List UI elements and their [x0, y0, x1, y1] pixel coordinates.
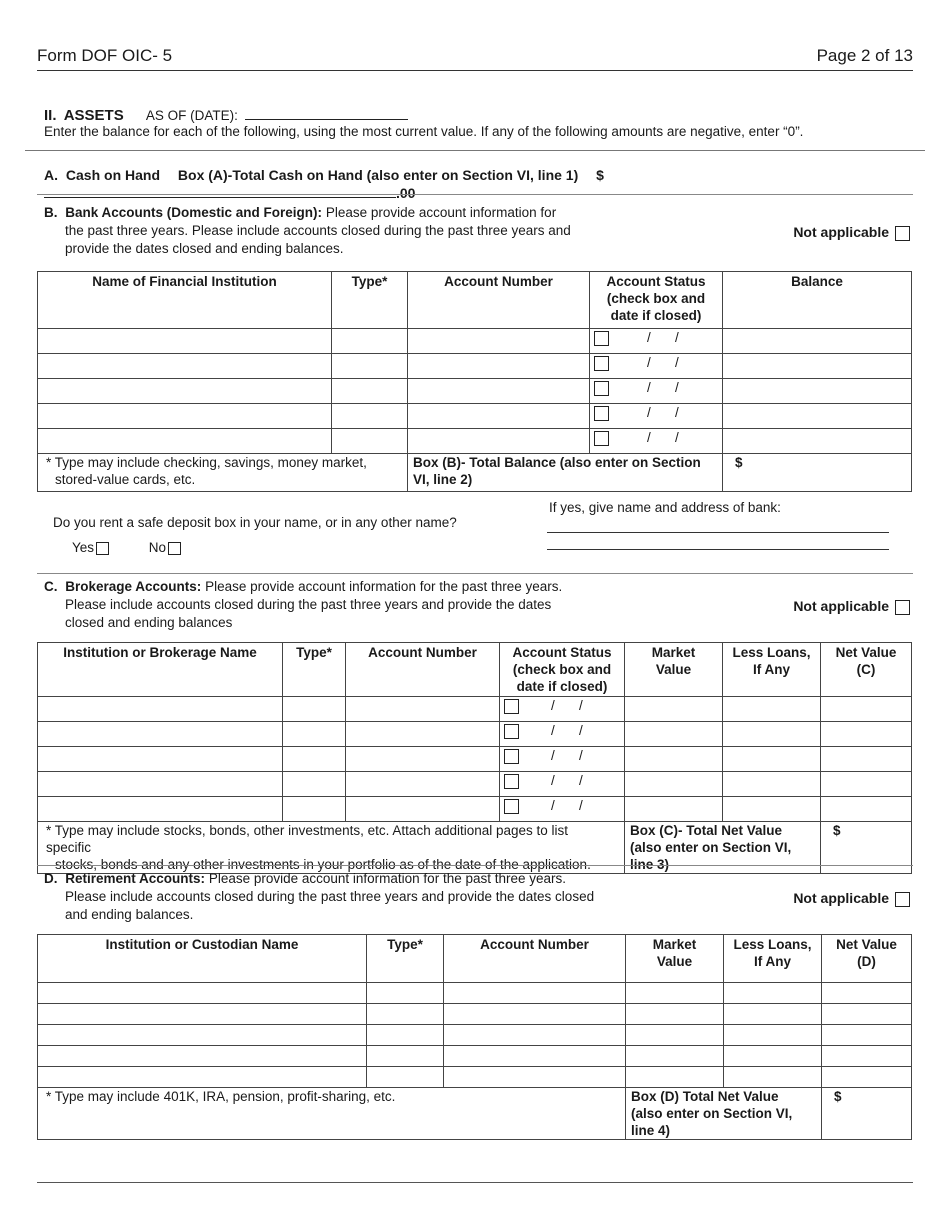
- retirement-name-cell[interactable]: [38, 1004, 367, 1025]
- retirement-loans-cell[interactable]: [724, 1067, 822, 1088]
- brokerage-col-account: Account Number: [346, 643, 500, 697]
- bank-col-balance: Balance: [723, 272, 912, 329]
- table-row: [38, 797, 912, 822]
- date-sep: /: [579, 748, 583, 763]
- retirement-market-cell[interactable]: [626, 1067, 724, 1088]
- brokerage-col-market: Market Value: [625, 643, 723, 697]
- retirement-net-cell[interactable]: [822, 1004, 912, 1025]
- section-d-na-checkbox[interactable]: [895, 892, 910, 907]
- brokerage-account-cell[interactable]: [346, 797, 500, 822]
- box-b-currency: $: [735, 455, 743, 470]
- section-c-divider: [37, 865, 913, 866]
- date-sep: /: [647, 330, 651, 345]
- date-sep: /: [579, 698, 583, 713]
- safe-deposit-yes-label: Yes: [72, 540, 95, 555]
- section-b-line3: provide the dates closed and ending balances.: [65, 241, 344, 256]
- retirement-market-cell[interactable]: [626, 1004, 724, 1025]
- retirement-account-cell[interactable]: [444, 1004, 626, 1025]
- form-id: Form DOF OIC- 5: [37, 46, 173, 65]
- bank-footnote-line2: stored-value cards, etc.: [55, 472, 196, 487]
- retirement-type-cell[interactable]: [367, 1025, 444, 1046]
- section-c-title: Brokerage Accounts:: [65, 579, 202, 594]
- retirement-type-cell[interactable]: [367, 1067, 444, 1088]
- table-row: [38, 329, 912, 354]
- retirement-net-cell[interactable]: [822, 1046, 912, 1067]
- as-of-date-label: AS OF (DATE):: [145, 108, 238, 123]
- bank-col-type: Type*: [332, 272, 408, 329]
- brokerage-name-cell[interactable]: [38, 722, 283, 747]
- bank-name-cell[interactable]: [38, 329, 332, 354]
- brokerage-loans-cell[interactable]: [723, 697, 821, 722]
- section-c-intro: [44, 578, 562, 632]
- brokerage-col-type: Type*: [283, 643, 346, 697]
- retirement-col-name: Institution or Custodian Name: [38, 935, 367, 983]
- retirement-loans-cell[interactable]: [724, 1046, 822, 1067]
- brokerage-status-cell: [500, 747, 625, 772]
- bank-account-cell[interactable]: [408, 329, 590, 354]
- bank-accounts-table: [37, 271, 912, 492]
- bank-type-cell[interactable]: [332, 354, 408, 379]
- brokerage-net-cell[interactable]: [821, 772, 912, 797]
- retirement-name-cell[interactable]: [38, 983, 367, 1004]
- brokerage-market-cell[interactable]: [625, 747, 723, 772]
- section-ii-divider: [25, 150, 925, 151]
- section-d-title: Retirement Accounts:: [65, 871, 206, 886]
- bank-balance-cell[interactable]: [723, 404, 912, 429]
- bank-name-cell[interactable]: [38, 404, 332, 429]
- section-d-letter: D.: [44, 871, 58, 886]
- date-sep: /: [551, 698, 555, 713]
- brokerage-col-net: Net Value (C): [821, 643, 912, 697]
- brokerage-name-cell[interactable]: [38, 747, 283, 772]
- brokerage-name-cell[interactable]: [38, 697, 283, 722]
- as-of-date-field[interactable]: [245, 105, 408, 120]
- brokerage-account-cell[interactable]: [346, 772, 500, 797]
- table-row: [38, 747, 912, 772]
- retirement-market-cell[interactable]: [626, 1046, 724, 1067]
- brokerage-account-cell[interactable]: [346, 722, 500, 747]
- brokerage-status-checkbox[interactable]: [504, 774, 519, 789]
- safe-deposit-no-label: No: [148, 540, 167, 555]
- section-b-title: Bank Accounts (Domestic and Foreign):: [65, 205, 323, 220]
- bank-name-prompt: If yes, give name and address of bank:: [549, 500, 781, 515]
- section-ii-title: ASSETS: [63, 107, 124, 124]
- table-row: [38, 429, 912, 454]
- section-c-line3: closed and ending balances: [65, 615, 233, 630]
- brokerage-account-cell[interactable]: [346, 697, 500, 722]
- bank-status-cell: [590, 429, 723, 454]
- bank-status-checkbox[interactable]: [594, 406, 609, 421]
- date-sep: /: [675, 405, 679, 420]
- retirement-footer-row: [38, 1088, 912, 1140]
- brokerage-status-checkbox[interactable]: [504, 799, 519, 814]
- section-ii-instructions: Enter the balance for each of the following, using the most current value. If any of the following amounts are negative, enter “0”.: [44, 124, 804, 139]
- retirement-account-cell[interactable]: [444, 1046, 626, 1067]
- section-b-letter: B.: [44, 205, 58, 220]
- date-sep: /: [551, 773, 555, 788]
- brokerage-footnote-line1: * Type may include stocks, bonds, other investments, etc. Attach additional pages to list specific: [46, 823, 569, 855]
- retirement-name-cell[interactable]: [38, 1067, 367, 1088]
- brokerage-name-cell[interactable]: [38, 797, 283, 822]
- box-d-total-field[interactable]: [822, 1088, 912, 1140]
- brokerage-col-loans: Less Loans, If Any: [723, 643, 821, 697]
- bank-footnote-line1: * Type may include checking, savings, money market,: [46, 455, 367, 470]
- brokerage-net-cell[interactable]: [821, 722, 912, 747]
- brokerage-col-name: Institution or Brokerage Name: [38, 643, 283, 697]
- table-row: [38, 1046, 912, 1067]
- box-a-currency: $: [596, 167, 604, 183]
- brokerage-footnote-line2: stocks, bonds and any other investments in your portfolio as of the date of the application.: [55, 857, 591, 872]
- bank-name-cell[interactable]: [38, 429, 332, 454]
- retirement-net-cell[interactable]: [822, 1067, 912, 1088]
- retirement-col-type: Type*: [367, 935, 444, 983]
- retirement-market-cell[interactable]: [626, 1025, 724, 1046]
- table-row: [38, 354, 912, 379]
- bank-status-cell: [590, 354, 723, 379]
- section-d-line2: Please include accounts closed during the past three years and provide the dates closed: [65, 889, 595, 904]
- bank-status-checkbox[interactable]: [594, 356, 609, 371]
- bank-account-cell[interactable]: [408, 379, 590, 404]
- table-row: [38, 1025, 912, 1046]
- retirement-name-cell[interactable]: [38, 1046, 367, 1067]
- section-ii-heading: [44, 105, 408, 124]
- brokerage-net-cell[interactable]: [821, 747, 912, 772]
- retirement-account-cell[interactable]: [444, 1067, 626, 1088]
- table-row: [38, 983, 912, 1004]
- retirement-name-cell[interactable]: [38, 1025, 367, 1046]
- section-b-na-label: Not applicable: [793, 224, 889, 240]
- box-b-total-field[interactable]: [723, 454, 912, 492]
- bank-name-cell[interactable]: [38, 354, 332, 379]
- brokerage-type-cell[interactable]: [283, 772, 346, 797]
- brokerage-type-cell[interactable]: [283, 697, 346, 722]
- retirement-col-account: Account Number: [444, 935, 626, 983]
- date-sep: /: [675, 355, 679, 370]
- brokerage-net-cell[interactable]: [821, 797, 912, 822]
- bank-col-status: Account Status (check box and date if closed): [590, 272, 723, 329]
- retirement-loans-cell[interactable]: [724, 983, 822, 1004]
- brokerage-name-cell[interactable]: [38, 772, 283, 797]
- box-a-label: Box (A)-Total Cash on Hand (also enter on Section VI, line 1): [177, 167, 579, 183]
- bank-status-checkbox[interactable]: [594, 381, 609, 396]
- bank-balance-cell[interactable]: [723, 329, 912, 354]
- date-sep: /: [647, 405, 651, 420]
- retirement-type-cell[interactable]: [367, 1004, 444, 1025]
- brokerage-market-cell[interactable]: [625, 797, 723, 822]
- section-b-intro: [44, 204, 571, 258]
- safe-deposit-question: Do you rent a safe deposit box in your name, or in any other name?: [53, 515, 457, 530]
- retirement-loans-cell[interactable]: [724, 1025, 822, 1046]
- section-d-na-label: Not applicable: [793, 890, 889, 906]
- retirement-loans-cell[interactable]: [724, 1004, 822, 1025]
- retirement-accounts-table: [37, 934, 912, 1140]
- brokerage-type-cell[interactable]: [283, 722, 346, 747]
- date-sep: /: [551, 748, 555, 763]
- brokerage-status-checkbox[interactable]: [504, 724, 519, 739]
- table-row: [38, 379, 912, 404]
- bank-account-cell[interactable]: [408, 429, 590, 454]
- bank-type-cell[interactable]: [332, 329, 408, 354]
- box-a-total-field[interactable]: [44, 183, 396, 198]
- box-c-currency: $: [833, 823, 841, 838]
- bank-type-cell[interactable]: [332, 404, 408, 429]
- brokerage-net-cell[interactable]: [821, 697, 912, 722]
- bank-name-line-1[interactable]: [547, 532, 889, 533]
- retirement-type-cell[interactable]: [367, 983, 444, 1004]
- retirement-net-cell[interactable]: [822, 1025, 912, 1046]
- table-row: [38, 1067, 912, 1088]
- section-ii-numeral: II.: [44, 107, 57, 124]
- date-sep: /: [579, 773, 583, 788]
- table-row: [38, 404, 912, 429]
- box-d-currency: $: [834, 1089, 842, 1104]
- bank-account-cell[interactable]: [408, 354, 590, 379]
- date-sep: /: [647, 380, 651, 395]
- section-a-divider: [37, 194, 913, 195]
- retirement-market-cell[interactable]: [626, 983, 724, 1004]
- brokerage-status-checkbox[interactable]: [504, 699, 519, 714]
- bank-status-checkbox[interactable]: [594, 331, 609, 346]
- safe-deposit-divider: [37, 573, 913, 574]
- brokerage-header-row: [38, 643, 912, 697]
- bank-status-cell: [590, 379, 723, 404]
- retirement-col-loans: Less Loans, If Any: [724, 935, 822, 983]
- bank-status-cell: [590, 404, 723, 429]
- date-sep: /: [675, 430, 679, 445]
- bank-name-line-2[interactable]: [547, 549, 889, 550]
- brokerage-loans-cell[interactable]: [723, 797, 821, 822]
- bank-account-cell[interactable]: [408, 404, 590, 429]
- safe-deposit-no-checkbox[interactable]: [168, 542, 181, 555]
- safe-deposit-yes-checkbox[interactable]: [96, 542, 109, 555]
- section-d-line1: Please provide account information for the past three years.: [208, 871, 567, 886]
- section-a-row: [44, 167, 916, 201]
- brokerage-loans-cell[interactable]: [723, 722, 821, 747]
- retirement-net-cell[interactable]: [822, 983, 912, 1004]
- brokerage-market-cell[interactable]: [625, 722, 723, 747]
- section-a-letter: A.: [44, 167, 58, 183]
- retirement-col-market: Market Value: [626, 935, 724, 983]
- bank-col-name: Name of Financial Institution: [38, 272, 332, 329]
- section-c-line1: Please provide account information for the past three years.: [205, 579, 563, 594]
- brokerage-accounts-table: [37, 642, 912, 874]
- section-c-na-checkbox[interactable]: [895, 600, 910, 615]
- bank-header-row: [38, 272, 912, 329]
- date-sep: /: [675, 380, 679, 395]
- header-divider: [37, 70, 913, 71]
- bank-status-checkbox[interactable]: [594, 431, 609, 446]
- brokerage-type-cell[interactable]: [283, 797, 346, 822]
- table-row: [38, 697, 912, 722]
- date-sep: /: [551, 723, 555, 738]
- bank-balance-cell[interactable]: [723, 429, 912, 454]
- brokerage-market-cell[interactable]: [625, 697, 723, 722]
- section-b-not-applicable: [793, 224, 910, 241]
- bank-type-cell[interactable]: [332, 429, 408, 454]
- section-c-letter: C.: [44, 579, 58, 594]
- section-b-na-checkbox[interactable]: [895, 226, 910, 241]
- retirement-footnote: * Type may include 401K, IRA, pension, profit-sharing, etc.: [38, 1088, 626, 1140]
- section-d-not-applicable: [793, 890, 910, 907]
- date-sep: /: [647, 355, 651, 370]
- brokerage-status-cell: [500, 772, 625, 797]
- brokerage-account-cell[interactable]: [346, 747, 500, 772]
- bank-type-cell[interactable]: [332, 379, 408, 404]
- retirement-col-net: Net Value (D): [822, 935, 912, 983]
- box-c-label: Box (C)- Total Net Value (also enter on Section VI, line 3): [625, 822, 821, 874]
- date-sep: /: [579, 798, 583, 813]
- section-b-line2: the past three years. Please include accounts closed during the past three years and: [65, 223, 571, 238]
- bank-status-cell: [590, 329, 723, 354]
- retirement-header-row: [38, 935, 912, 983]
- bank-col-account: Account Number: [408, 272, 590, 329]
- box-d-label: Box (D) Total Net Value (also enter on Section VI, line 4): [626, 1088, 822, 1140]
- table-row: [38, 772, 912, 797]
- brokerage-status-cell: [500, 697, 625, 722]
- box-a-cents: .00: [396, 185, 416, 201]
- date-sep: /: [675, 330, 679, 345]
- brokerage-status-cell: [500, 722, 625, 747]
- table-row: [38, 722, 912, 747]
- brokerage-col-status: Account Status (check box and date if closed): [500, 643, 625, 697]
- footer-divider: [37, 1182, 913, 1183]
- section-c-not-applicable: [793, 598, 910, 615]
- retirement-account-cell[interactable]: [444, 1025, 626, 1046]
- section-c-line2: Please include accounts closed during the past three years and provide the dates: [65, 597, 552, 612]
- brokerage-loans-cell[interactable]: [723, 772, 821, 797]
- section-c-na-label: Not applicable: [793, 598, 889, 614]
- box-b-label: Box (B)- Total Balance (also enter on Section VI, line 2): [408, 454, 723, 492]
- section-d-intro: [44, 870, 594, 924]
- date-sep: /: [579, 723, 583, 738]
- bank-footnote: [38, 454, 408, 492]
- retirement-type-cell[interactable]: [367, 1046, 444, 1067]
- bank-name-cell[interactable]: [38, 379, 332, 404]
- brokerage-status-checkbox[interactable]: [504, 749, 519, 764]
- section-b-line1: Please provide account information for: [325, 205, 557, 220]
- date-sep: /: [647, 430, 651, 445]
- date-sep: /: [551, 798, 555, 813]
- safe-deposit-options: [72, 540, 181, 555]
- brokerage-market-cell[interactable]: [625, 772, 723, 797]
- brokerage-type-cell[interactable]: [283, 747, 346, 772]
- bank-balance-cell[interactable]: [723, 354, 912, 379]
- brokerage-status-cell: [500, 797, 625, 822]
- bank-balance-cell[interactable]: [723, 379, 912, 404]
- section-a-title: Cash on Hand: [65, 167, 161, 183]
- retirement-account-cell[interactable]: [444, 983, 626, 1004]
- bank-footer-row: [38, 454, 912, 492]
- brokerage-loans-cell[interactable]: [723, 747, 821, 772]
- page-number: Page 2 of 13: [816, 46, 913, 65]
- section-d-line3: and ending balances.: [65, 907, 194, 922]
- table-row: [38, 1004, 912, 1025]
